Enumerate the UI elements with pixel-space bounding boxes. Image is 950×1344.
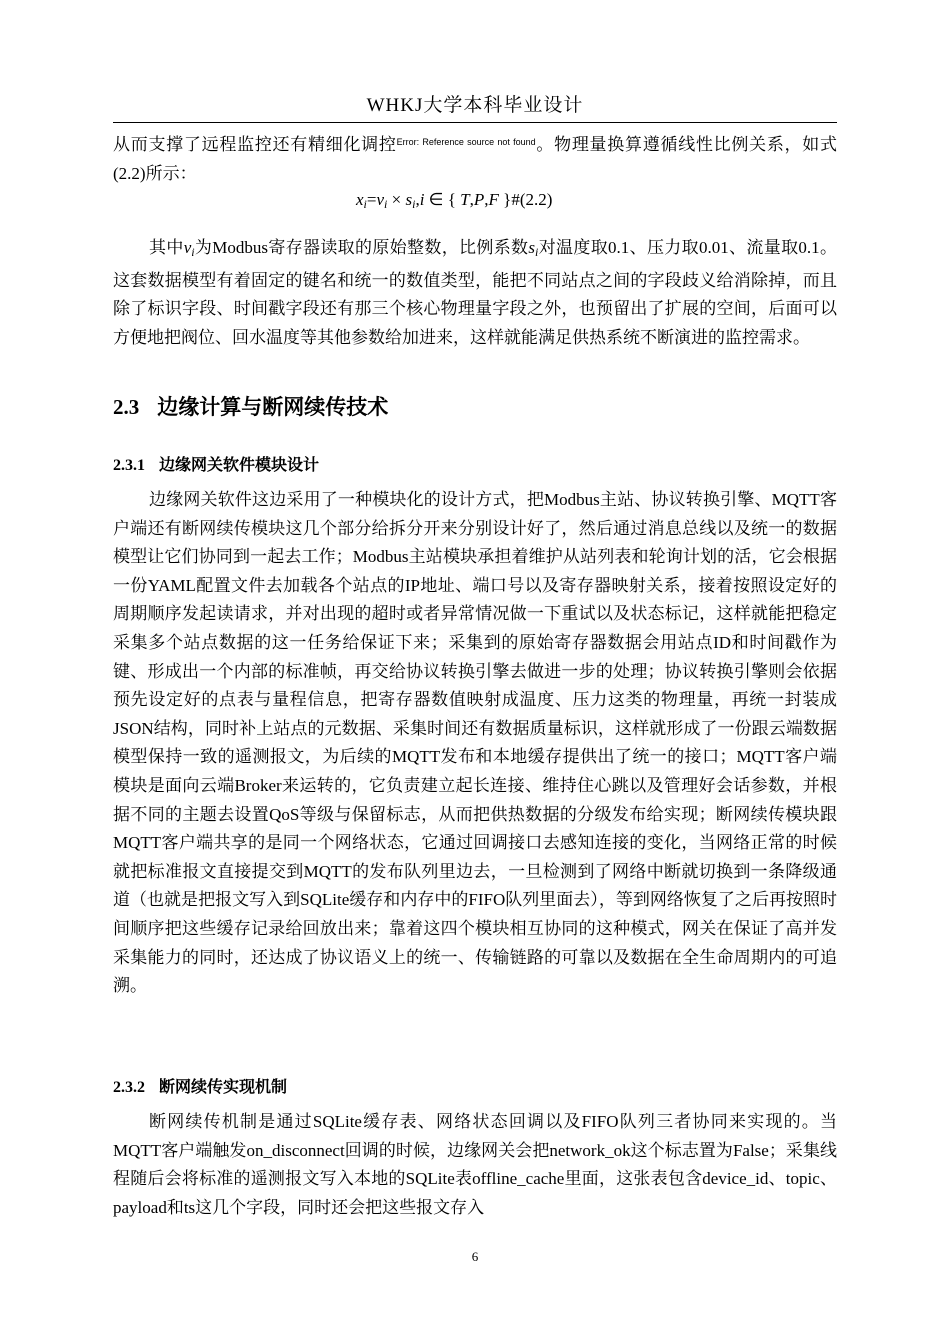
- resume-mechanism-paragraph: 断网续传机制是通过SQLite缓存表、网络状态回调以及FIFO队列三者协同来实现的。当MQTT客户端触发on_disconnect回调的时候，边缘网关会把network_ok这个标志置为False；采集线程随后会将标准的遥测报文写入本地的SQLite表offline_cache里面，这张表包含device_id、topic、payload和ts这几个字段，同时还会把这些报文存入: [113, 1112, 837, 1217]
- subsection-heading-2-3-2: [113, 1076, 287, 1100]
- section-heading-2-3: [113, 392, 388, 423]
- page-number: 6: [471, 1249, 479, 1264]
- intro-text-1: 从而支撑了远程监控还有精细化调控: [113, 135, 397, 154]
- explain-paragraph: 其中vi为Modbus寄存器读取的原始整数，比例系数si对温度取0.1、压力取0.01、流量取0.1。这套数据模型有着固定的键名和统一的数值类型，能把不同站点之间的字段歧义给消除掉，而且除了标识字段、时间戳字段还有那三个核心物理量字段之外，也预留出了扩展的空间，后面可以方便地把阀位、回水温度等其他参数给加进来，这样就能满足供热系统不断演进的监控需求。: [113, 238, 838, 347]
- subsection-title: 边缘网关软件模块设计: [159, 457, 320, 474]
- section-title: 边缘计算与断网续传技术: [157, 396, 389, 419]
- section-number: 2.3: [113, 395, 140, 419]
- subsection-number: 2.3.2: [113, 1079, 145, 1096]
- header-divider: [113, 122, 837, 123]
- subsection-heading-2-3-1: [113, 454, 319, 478]
- module-design-paragraph: 边缘网关软件这边采用了一种模块化的设计方式，把Modbus主站、协议转换引擎、MQTT客户端还有断网续传模块这几个部分给拆分开来分别设计好了，然后通过消息总线以及统一的数据模型让它们协同到一起去工作；Modbus主站模块承担着维护从站列表和轮询计划的活，它会根据一份YAML配置文件去加载各个站点的IP地址、端口号以及寄存器映射关系，接着按照设定好的周期顺序发起读请求，并对出现的超时或者异常情况做一下重试以及状态标记，这样就能把稳定采集多个站点数据的这一任务给保证下来；采集到的原始寄存器数据会用站点ID和时间戳作为键、形成出一个内部的标准帧，再交给协议转换引擎去做进一步的处理；协议转换引擎则会依据预先设定好的点表与量程信息，把寄存器数值映射成温度、压力这类的物理量，再统一封装成JSON结构，同时补上站点的元数据、采集时间还有数据质量标识，这样就形成了一份跟云端数据模型保持一致的遥测报文，为后续的MQTT发布和本地缓存提供出了统一的接口；MQTT客户端模块是面向云端Broker来运转的，它负责建立起长连接、维持住心跳以及管理好会话参数，并根据不同的主题去设置QoS等级与保留标志，从而把供热数据的分级发布给实现；断网续传模块跟MQTT客户端共享的是同一个网络状态，它通过回调接口去感知连接的变化，当网络正常的时候就把标准报文直接提交到MQTT的发布队列里边去，一旦检测到了网络中断就切换到一条降级通道（也就是把报文写入到SQLite缓存和内存中的FIFO队列里面去），等到网络恢复了之后再按照时间顺序把这些缓存记录给回放出来；靠着这四个模块相互协同的这种模式，网关在保证了高并发采集能力的同时，还达成了协议语义上的统一、传输链路的可靠以及数据在全生命周期内的可追溯。: [113, 490, 837, 996]
- intro-paragraph: [113, 128, 837, 188]
- subsection-number: 2.3.1: [113, 457, 145, 474]
- error-reference: Error: Reference source not found: [396, 137, 536, 147]
- header-title: WHKJ大学本科毕业设计: [366, 95, 584, 116]
- equation-number: (2.2): [519, 190, 553, 209]
- subsection-title: 断网续传实现机制: [159, 1079, 288, 1096]
- equation-2-2: xi=vi × si,i ∈ { T,P,F }#(2.2): [356, 190, 553, 211]
- intro-text-2: 。物理量换算遵循线性比例关系，如式(2.2)所示：: [113, 135, 838, 183]
